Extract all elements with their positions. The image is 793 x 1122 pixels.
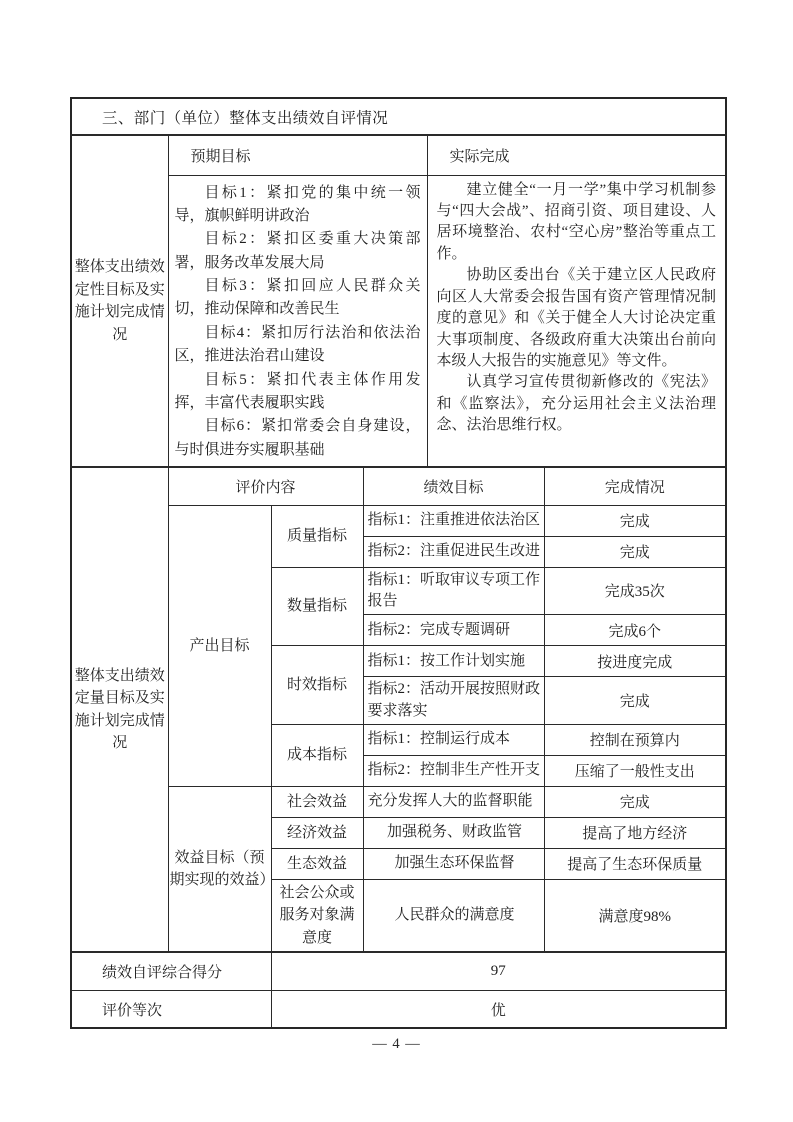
goal-item: 目标2：紧扣区委重大决策部署，服务改革发展大局 xyxy=(174,231,421,271)
indicator-goal-cell: 指标1：控制运行成本 xyxy=(363,724,544,755)
eval-grade-value: 优 xyxy=(271,990,726,1028)
expected-goals-header: 预期目标 xyxy=(168,135,427,175)
benefit-status-cell: 完成 xyxy=(544,786,726,817)
indicator-goal-cell: 指标1：听取审议专项工作报告 xyxy=(363,567,544,615)
actual-completion-cell xyxy=(427,175,726,467)
cost-indicator-label: 成本指标 xyxy=(271,724,363,786)
quality-indicator-label: 质量指标 xyxy=(271,505,363,567)
benefit-status-cell: 提高了生态环保质量 xyxy=(544,848,726,879)
output-goal-label: 产出目标 xyxy=(168,505,271,786)
section-title: 三、部门（单位）整体支出绩效自评情况 xyxy=(71,98,726,135)
benefit-row-name: 生态效益 xyxy=(271,848,363,879)
page-number: — 4 — xyxy=(372,1036,421,1052)
benefit-goal-cell: 充分发挥人大的监督职能 xyxy=(363,786,544,817)
benefit-status-cell: 提高了地方经济 xyxy=(544,817,726,848)
goal-item: 目标1：紧扣党的集中统一领导，旗帜鲜明讲政治 xyxy=(174,184,421,224)
expected-goals-cell xyxy=(168,175,427,467)
self-eval-score-value: 97 xyxy=(271,952,726,990)
indicator-goal-cell: 指标2：完成专题调研 xyxy=(363,615,544,646)
indicator-status-cell: 完成35次 xyxy=(544,567,726,615)
eval-content-header: 评价内容 xyxy=(168,467,363,505)
satisfaction-row-name: 社会公众或服务对象满意度 xyxy=(271,879,363,952)
indicator-goal-cell: 指标1：按工作计划实施 xyxy=(363,646,544,677)
quantity-indicator-label: 数量指标 xyxy=(271,567,363,646)
indicator-status-cell: 完成 xyxy=(544,677,726,725)
benefit-goal-cell: 加强税务、财政监管 xyxy=(363,817,544,848)
quantitative-row-label: 整体支出绩效定量目标及实施计划完成情况 xyxy=(71,467,168,952)
indicator-status-cell: 完成 xyxy=(544,536,726,567)
goal-item: 目标6：紧扣常委会自身建设，与时俱进夯实履职基础 xyxy=(174,418,421,458)
goal-item: 目标3：紧扣回应人民群众关切，推动保障和改善民生 xyxy=(174,278,421,318)
actual-paragraph: 协助区委出台《关于建立区人民政府向区人大常委会报告国有资产管理情况制度的意见》和《关于健全人大讨论决定重大事项制度、各级政府重大决策出台前向本级人大报告的实施意见》等文件。 xyxy=(436,267,717,369)
indicator-status-cell: 按进度完成 xyxy=(544,646,726,677)
indicator-goal-cell: 指标1：注重推进依法治区 xyxy=(363,505,544,536)
benefit-goal-label: 效益目标（预期实现的效益） xyxy=(168,786,271,952)
benefit-goal-cell: 人民群众的满意度 xyxy=(363,879,544,952)
indicator-goal-cell: 指标2：控制非生产性开支 xyxy=(363,755,544,786)
self-eval-score-label: 绩效自评综合得分 xyxy=(71,952,271,990)
benefit-goal-cell: 加强生态环保监督 xyxy=(363,848,544,879)
actual-paragraph: 建立健全“一月一学”集中学习机制参与“四大会战”、招商引资、项目建设、人居环境整治、农村“空心房”整治等重点工作。 xyxy=(436,181,717,262)
indicator-goal-cell: 指标2：注重促进民生改进 xyxy=(363,536,544,567)
self-evaluation-table xyxy=(70,97,727,1029)
benefit-row-name: 社会效益 xyxy=(271,786,363,817)
indicator-status-cell: 完成 xyxy=(544,505,726,536)
benefit-status-cell: 满意度98% xyxy=(544,879,726,952)
indicator-status-cell: 完成6个 xyxy=(544,615,726,646)
indicator-status-cell: 控制在预算内 xyxy=(544,724,726,755)
goal-item: 目标5：紧扣代表主体作用发挥，丰富代表履职实践 xyxy=(174,371,421,412)
actual-completion-header: 实际完成 xyxy=(427,135,726,175)
eval-grade-label: 评价等次 xyxy=(71,990,271,1028)
indicator-goal-cell: 指标2：活动开展按照财政要求落实 xyxy=(363,677,544,725)
timeliness-indicator-label: 时效指标 xyxy=(271,646,363,725)
performance-target-header: 绩效目标 xyxy=(363,467,544,505)
actual-paragraph: 认真学习宣传贯彻新修改的《宪法》和《监察法》，充分运用社会主义法治理念、法治思维行权。 xyxy=(436,374,717,434)
goal-item: 目标4：紧扣厉行法治和依法治区，推进法治君山建设 xyxy=(174,324,421,365)
qualitative-row-label: 整体支出绩效定性目标及实施计划完成情况 xyxy=(71,135,168,467)
indicator-status-cell: 压缩了一般性支出 xyxy=(544,755,726,786)
benefit-row-name: 经济效益 xyxy=(271,817,363,848)
completion-status-header: 完成情况 xyxy=(544,467,726,505)
